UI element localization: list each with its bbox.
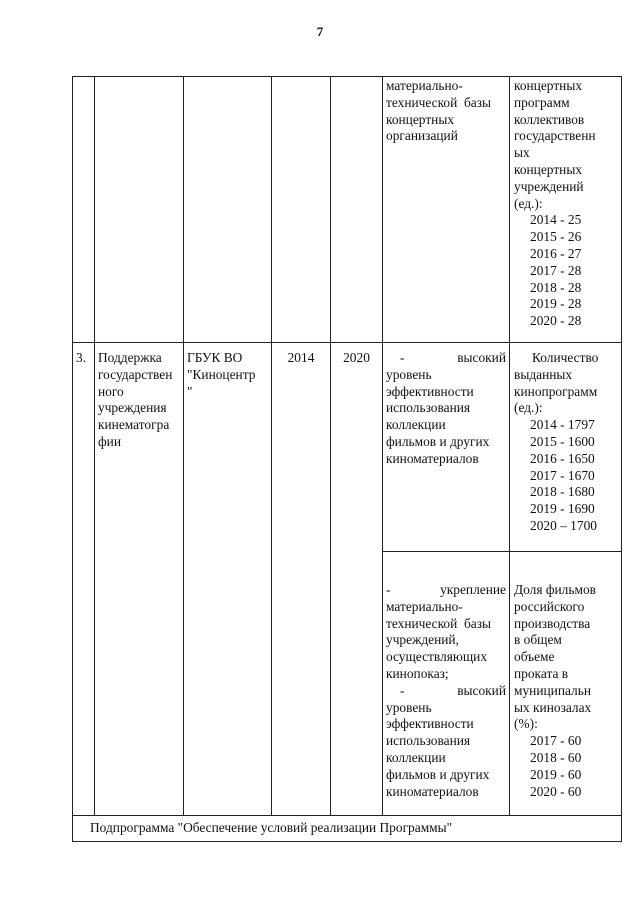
text-line: концертных <box>514 161 583 177</box>
subprogram-label: Подпрограмма "Обеспечение условий реализации Программы" <box>90 820 453 835</box>
continuation-indicator <box>514 78 618 330</box>
text-line: ых <box>514 145 530 161</box>
row-3-activity-2 <box>386 582 506 800</box>
text-line: высокий <box>457 682 506 698</box>
text-line: Количество <box>532 350 599 365</box>
text-line: (ед.): <box>514 400 543 416</box>
text-line: кинопоказ; <box>386 665 449 681</box>
text-line: эффективности <box>386 383 474 399</box>
text-line: коллективов <box>514 111 585 127</box>
text-line: муниципальн <box>514 682 592 698</box>
text-line: организаций <box>386 128 458 144</box>
row-3-indicator-2 <box>514 582 618 800</box>
text-line: осуществляющих <box>386 649 488 665</box>
indicator-value: 2014 - 25 <box>530 212 582 228</box>
indicator-value: 2016 - 1650 <box>530 450 595 466</box>
row-3-activity-1 <box>386 350 506 468</box>
text-line: (ед.): <box>514 195 543 211</box>
text-line: фии <box>98 433 122 449</box>
indicator-value: 2018 - 60 <box>530 749 582 765</box>
text-line: киноматериалов <box>386 450 479 466</box>
indicator-value: 2018 - 28 <box>530 279 582 295</box>
text-line: концертных <box>386 111 455 127</box>
indicator-value: 2019 - 60 <box>530 766 582 782</box>
indicator-value: 2017 - 28 <box>530 262 582 278</box>
text-line: учреждения <box>98 400 167 416</box>
continuation-activity <box>386 78 506 145</box>
text-line: учреждений <box>514 178 584 194</box>
text-line: ГБУК ВО <box>187 350 243 365</box>
text-line: коллекции <box>386 749 446 765</box>
dash: - <box>386 582 391 597</box>
indicator-value: 2015 - 26 <box>530 229 582 245</box>
indicator-value: 2016 - 27 <box>530 245 582 261</box>
text-line: эффективности <box>386 716 474 732</box>
text-line: коллекции <box>386 417 446 433</box>
row-3-executor <box>187 350 271 400</box>
text-line: ых кинозалах <box>514 699 592 715</box>
text-line: уровень <box>386 366 432 382</box>
text-line: фильмов и других <box>386 766 490 782</box>
indicator-value: 2019 - 28 <box>530 296 582 312</box>
text-line: программ <box>514 94 570 110</box>
text-line: "Киноцентр <box>187 366 256 382</box>
row-number: 3. <box>76 350 87 365</box>
text-line: материально- <box>386 78 463 93</box>
text-line: уровень <box>386 699 432 715</box>
text-line: фильмов и других <box>386 433 490 449</box>
text-line: российского <box>514 598 585 614</box>
row-3-indicator-1 <box>514 350 618 535</box>
indicator-value: 2020 - 28 <box>530 313 582 329</box>
text-line: кинопрограмм <box>514 383 598 399</box>
text-line: ного <box>98 383 124 399</box>
indicator-value: 2020 – 1700 <box>530 517 597 533</box>
text-line: объеме <box>514 649 555 665</box>
indicator-value: 2014 - 1797 <box>530 417 595 433</box>
text-line: производства <box>514 615 591 631</box>
text-line: материально- <box>386 598 463 614</box>
text-line: технической базы <box>386 615 492 631</box>
indicator-value: 2015 - 1600 <box>530 433 595 449</box>
text-line: в общем <box>514 632 562 648</box>
row-3-name <box>98 350 182 451</box>
dash: - <box>400 350 405 365</box>
text-line: Поддержка <box>98 350 162 365</box>
text-line: (%): <box>514 716 538 732</box>
indicator-value: 2017 - 1670 <box>530 467 595 483</box>
text-line: государственн <box>514 128 596 144</box>
text-line: использования <box>386 733 471 749</box>
indicator-value: 2019 - 1690 <box>530 501 595 517</box>
dash: - <box>400 682 405 698</box>
page-number: 7 <box>316 24 324 39</box>
start-year: 2014 <box>287 350 315 365</box>
text-line: использования <box>386 400 471 416</box>
end-year: 2020 <box>343 350 370 365</box>
text-line: учреждений, <box>386 632 459 648</box>
text-line: выданных <box>514 366 573 382</box>
indicator-value: 2017 - 60 <box>530 733 582 749</box>
text-line: " <box>187 383 193 399</box>
text-line: государствен <box>98 366 173 382</box>
text-line: концертных <box>514 78 583 93</box>
text-line: технической базы <box>386 94 492 110</box>
indicator-value: 2020 - 60 <box>530 783 582 799</box>
text-line: кинематогра <box>98 417 170 433</box>
text-line: высокий <box>457 350 506 365</box>
indicator-value: 2018 - 1680 <box>530 484 595 500</box>
text-line: киноматериалов <box>386 783 479 799</box>
text-line: Доля фильмов <box>514 582 596 597</box>
text-line: проката в <box>514 665 569 681</box>
text-line: укрепление <box>440 582 506 597</box>
